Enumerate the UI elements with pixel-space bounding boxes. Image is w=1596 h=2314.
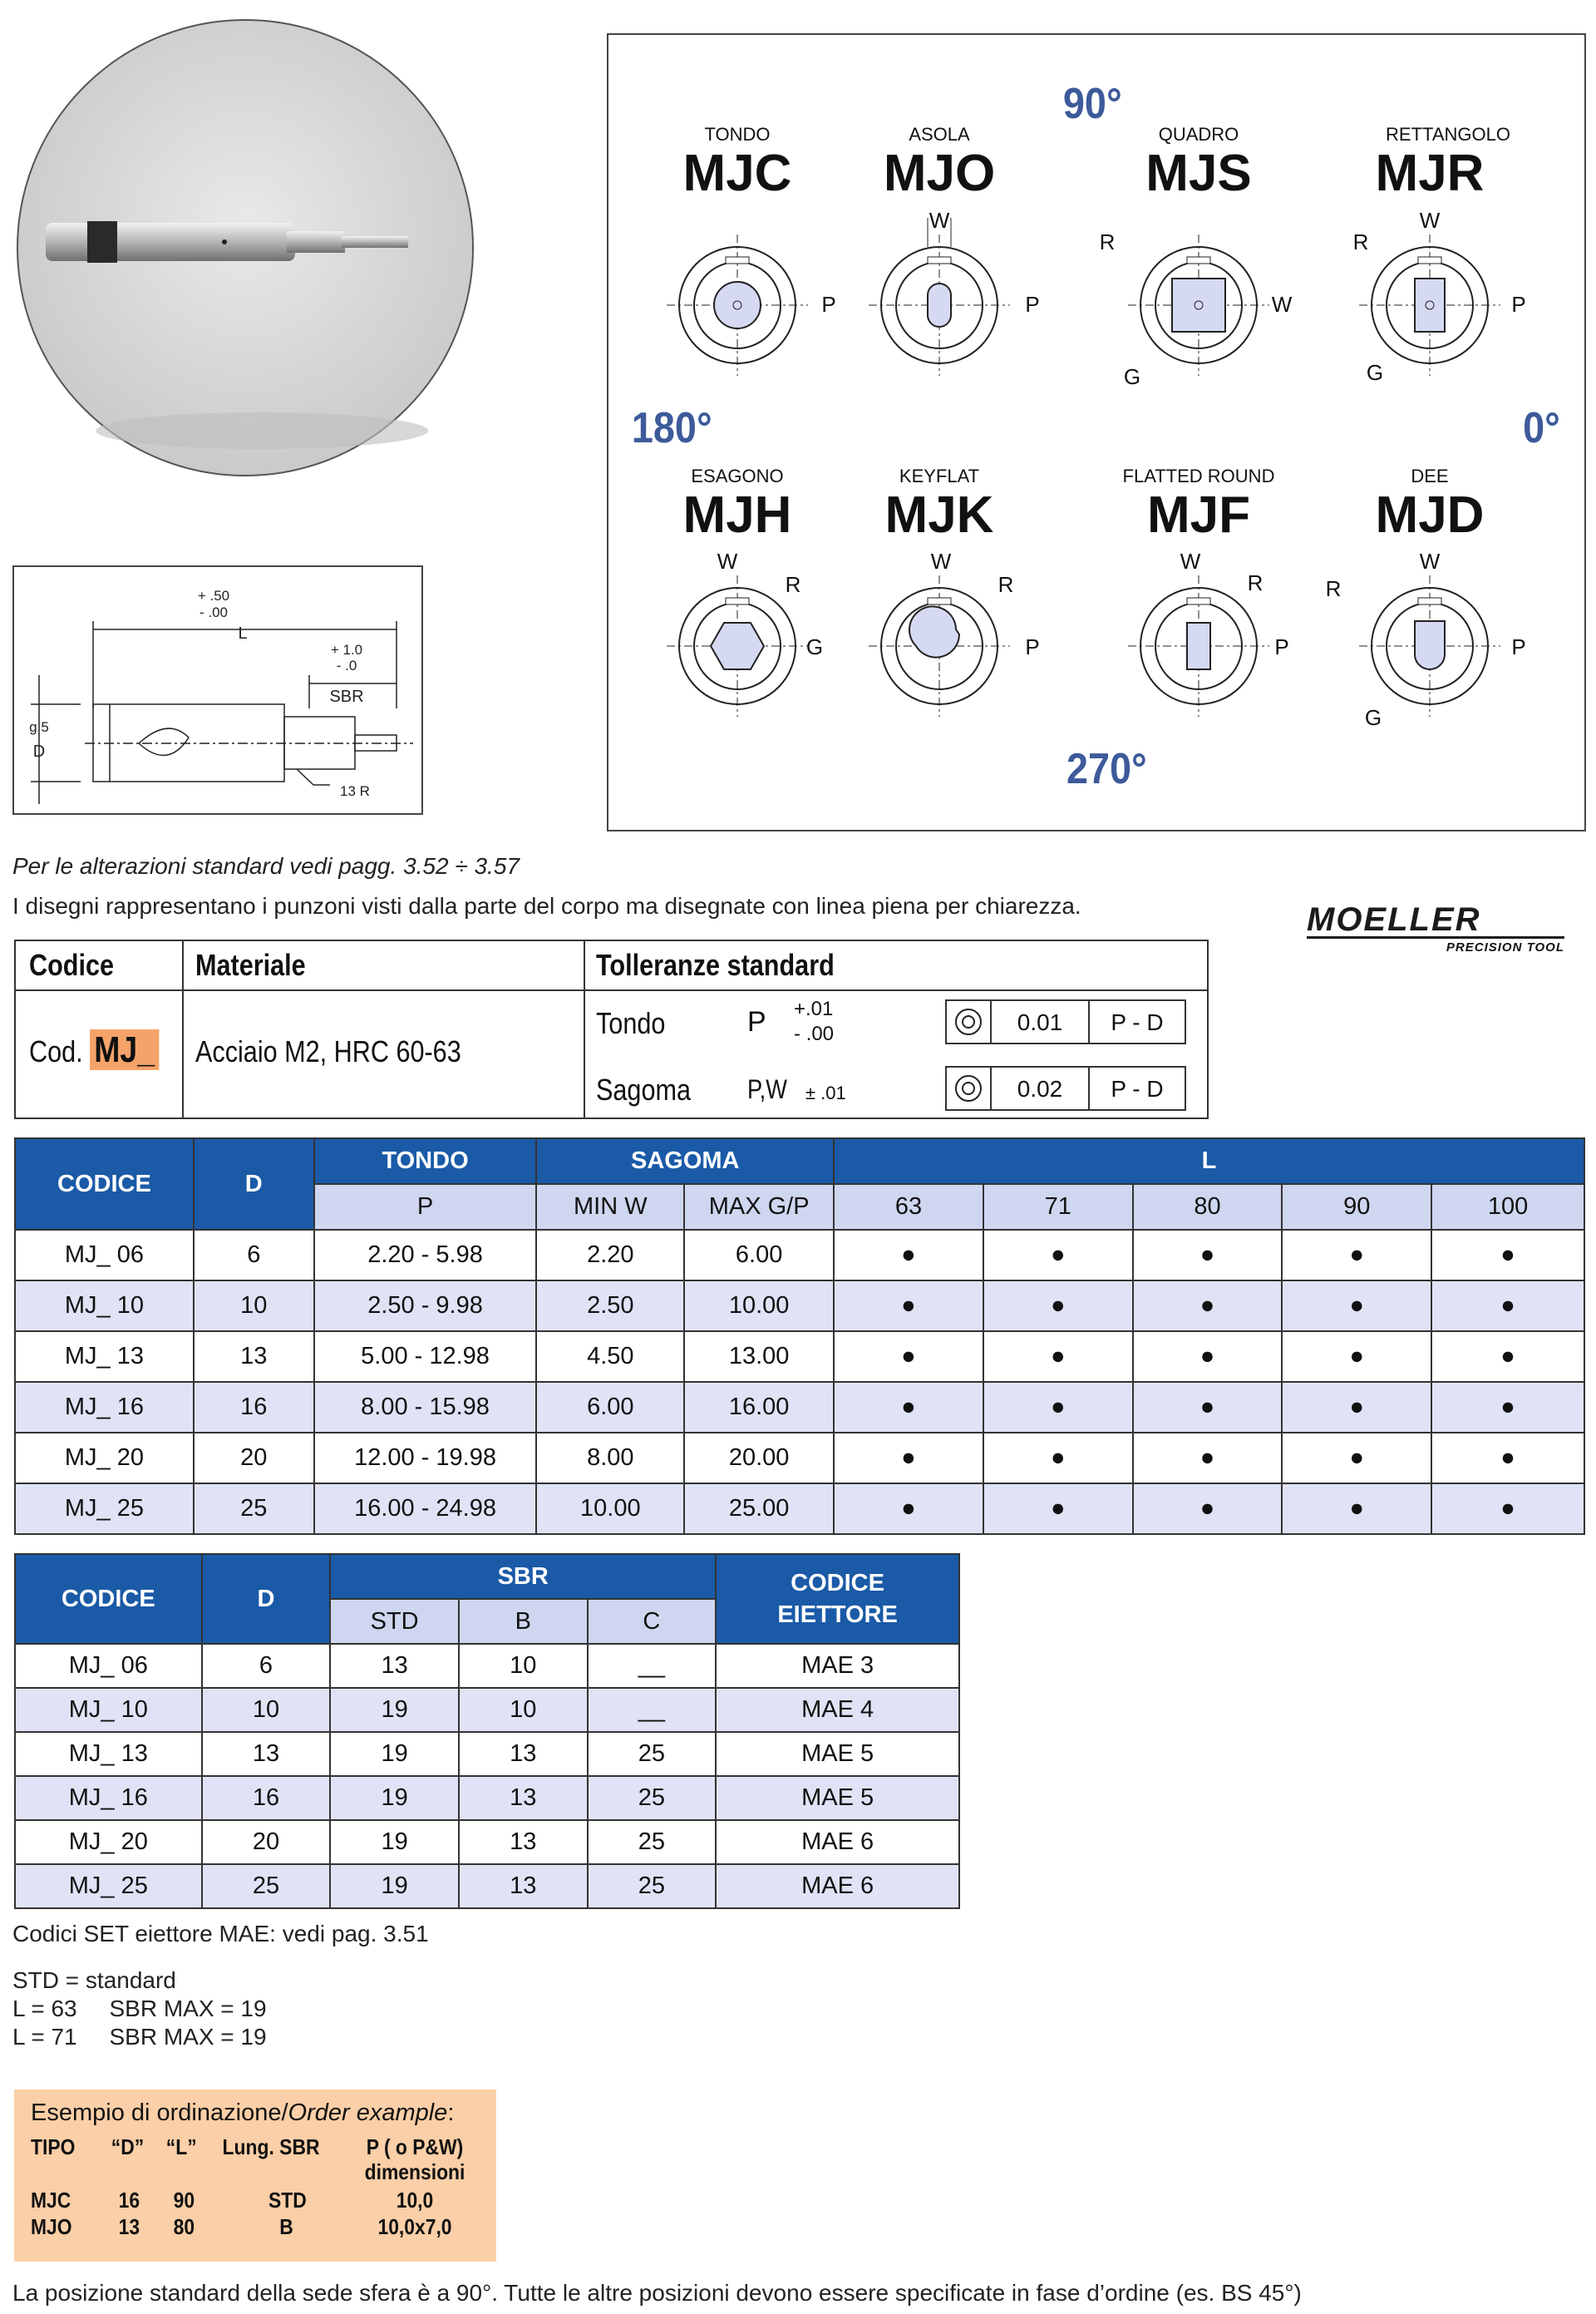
tol-l-minus: - .00 [199, 604, 229, 620]
angle-0: 0° [1523, 403, 1560, 452]
available-dot: ● [1431, 1280, 1584, 1331]
std-note-1: L = 63 SBR MAX = 19 [12, 1996, 267, 2021]
dim-r-mjs: R [1099, 229, 1116, 254]
footer-note: La posizione standard della sede sfera è a 90°. Tutte le altre posizioni devono essere specificate in fase d’ordine (es. BS 45°) [12, 2280, 1302, 2306]
t1-header-tondo: TONDO [314, 1138, 537, 1184]
drawing-mjc [667, 234, 808, 376]
dim-r-mjd: R [1325, 576, 1342, 601]
t1-sub-l80: 80 [1133, 1184, 1283, 1230]
spec-tondo-value: 0.01 [1017, 1009, 1063, 1035]
available-dot: ● [1282, 1483, 1431, 1534]
dim-r-mjr: R [1352, 229, 1369, 254]
dim-w-mjr: W [1419, 208, 1441, 233]
dim-sbr: SBR [329, 688, 364, 706]
drawing-mjd [1359, 575, 1500, 717]
d-tolerance: g 5 [29, 719, 49, 735]
profile-code-mjf: MJF [1147, 486, 1250, 544]
profile-name-tondo: TONDO [704, 124, 771, 145]
dim-g-mjs: G [1123, 364, 1141, 389]
dim-d: D [32, 743, 46, 761]
drawing-mjr [1359, 234, 1500, 376]
order-h-sbr: Lung. SBR [222, 2134, 320, 2159]
note-alterations: Per le alterazioni standard vedi pagg. 3.52 ÷ 3.57 [12, 853, 520, 879]
dim-p-mjf: P [1274, 634, 1289, 659]
dim-w-mjs: W [1271, 292, 1293, 317]
available-dot: ● [1282, 1230, 1431, 1280]
angle-270: 270° [1066, 744, 1147, 793]
dim-w-mjh: W [717, 549, 738, 574]
table-row: MJ_ 13 13 19 13 25 MAE 5 [15, 1732, 959, 1776]
t2-sub-std: STD [330, 1599, 459, 1644]
available-dot: ● [1282, 1331, 1431, 1382]
dim-l: L [238, 624, 248, 643]
t1-header-l: L [834, 1138, 1584, 1184]
t2-header-d: D [202, 1554, 331, 1644]
profile-code-mjs: MJS [1145, 145, 1252, 202]
spec-material: Acciaio M2, HRC 60-63 [195, 1034, 461, 1068]
spec-code-prefix: Cod. [29, 1034, 83, 1068]
profile-name-dee: DEE [1411, 466, 1449, 486]
dim-p-mjo: P [1025, 292, 1040, 317]
available-dot: ● [834, 1280, 983, 1331]
logo-brand: MOELLER [1307, 903, 1564, 939]
available-dot: ● [1282, 1280, 1431, 1331]
spec-tondo-p: P [747, 1006, 766, 1038]
available-dot: ● [834, 1433, 983, 1483]
t2-header-sbr: SBR [330, 1554, 716, 1599]
profile-name-quadro: QUADRO [1158, 124, 1239, 145]
available-dot: ● [1133, 1483, 1283, 1534]
concentricity-icon [955, 1075, 982, 1102]
table-row: MJ_ 20 20 19 13 25 MAE 6 [15, 1820, 959, 1864]
profile-name-asola: ASOLA [909, 124, 970, 145]
dim-g-mjh: G [805, 634, 824, 659]
spec-code-value: MJ_ [90, 1029, 159, 1070]
table-row: MJ_ 20 20 12.00 - 19.98 8.00 20.00 ● ● ● ● ● [15, 1433, 1584, 1483]
tol-sbr-plus: + 1.0 [330, 642, 363, 658]
t1-sub-maxgp: MAX G/P [684, 1184, 834, 1230]
order-h-d: “D” [111, 2134, 145, 2159]
profile-code-mjo: MJO [883, 145, 996, 202]
spec-header-tolerances: Tolleranze standard [596, 948, 835, 982]
table-row: MJ_ 16 16 8.00 - 15.98 6.00 16.00 ● ● ● ● ● [15, 1382, 1584, 1433]
available-dot: ● [834, 1483, 983, 1534]
available-dot: ● [1431, 1230, 1584, 1280]
angle-180: 180° [631, 403, 712, 452]
t1-header-d: D [194, 1138, 314, 1230]
available-dot: ● [1431, 1331, 1584, 1382]
dim-g-mjr: G [1366, 360, 1384, 385]
table-row: MJ_ 13 13 5.00 - 12.98 4.50 13.00 ● ● ● ● ● [15, 1331, 1584, 1382]
spec-tondo-label: Tondo [596, 1006, 666, 1040]
t1-sub-l71: 71 [983, 1184, 1133, 1230]
dim-p-mjd: P [1511, 634, 1526, 659]
set-note: Codici SET eiettore MAE: vedi pag. 3.51 [12, 1921, 429, 1946]
available-dot: ● [1431, 1382, 1584, 1433]
concentricity-icon [955, 1009, 982, 1035]
order-h-p: P ( o P&W) dimensioni [364, 2134, 466, 2184]
spec-header-code: Codice [29, 948, 115, 982]
dim-p-mjr: P [1511, 292, 1526, 317]
profile-code-mjh: MJH [682, 486, 792, 544]
tol-sbr-minus: - .0 [336, 658, 357, 673]
table-row: MJ_ 25 25 19 13 25 MAE 6 [15, 1864, 959, 1908]
drawing-mjs [1128, 234, 1269, 376]
available-dot: ● [834, 1230, 983, 1280]
t2-header-codice: CODICE [15, 1554, 202, 1644]
spec-sagoma-label: Sagoma [596, 1073, 691, 1107]
available-dot: ● [983, 1483, 1133, 1534]
dim-w-mjd: W [1419, 549, 1441, 574]
order-h-tipo: TIPO [31, 2134, 76, 2159]
dim-p-mjk: P [1025, 634, 1040, 659]
table-row: MJ_ 06 6 2.20 - 5.98 2.20 6.00 ● ● ● ● ● [15, 1230, 1584, 1280]
dim-w-mjf: W [1180, 549, 1201, 574]
spec-header-material: Materiale [195, 948, 306, 982]
profile-code-mjk: MJK [884, 486, 994, 544]
std-note-2: L = 71 SBR MAX = 19 [12, 2024, 267, 2050]
table-row: MJ_ 25 25 16.00 - 24.98 10.00 25.00 ● ● ● ● ● [15, 1483, 1584, 1534]
available-dot: ● [983, 1230, 1133, 1280]
t2-header-eiettore: CODICE EIETTORE [716, 1554, 959, 1644]
note-drawings: I disegni rappresentano i punzoni visti dalla parte del corpo ma disegnate con linea piena per chiarezza. [12, 893, 1081, 919]
t1-sub-minw: MIN W [536, 1184, 684, 1230]
profile-name-rettangolo: RETTANGOLO [1386, 124, 1510, 145]
t1-sub-l100: 100 [1431, 1184, 1584, 1230]
order-example: Esempio di ordinazione/Order example: TIPO “D” “L” Lung. SBR P ( o P&W) dimensioni MJC 16 90 STD 10,0 MJO 13 80 B 10,0x7,0 [14, 2090, 496, 2262]
spec-tondo-minus: - .00 [794, 1023, 835, 1045]
table-row: MJ_ 10 10 19 10 __ MAE 4 [15, 1688, 959, 1732]
t1-sub-p: P [314, 1184, 537, 1230]
angle-90: 90° [1062, 79, 1122, 128]
spec-sagoma-ref: P - D [1111, 1076, 1164, 1102]
available-dot: ● [983, 1382, 1133, 1433]
available-dot: ● [1133, 1230, 1283, 1280]
t2-sub-b: B [459, 1599, 588, 1644]
dim-radius: 13 R [340, 783, 370, 799]
dim-w-mjo: W [929, 208, 950, 233]
spec-sagoma-value: 0.02 [1017, 1076, 1063, 1102]
spec-table [14, 940, 1209, 1119]
t2-sub-c: C [588, 1599, 717, 1644]
available-dot: ● [1133, 1331, 1283, 1382]
profile-code-mjr: MJR [1375, 145, 1485, 202]
dim-w-mjk: W [930, 549, 952, 574]
table-row: MJ_ 16 16 19 13 25 MAE 5 [15, 1776, 959, 1820]
technical-drawing [12, 565, 423, 815]
order-h-l: “L” [165, 2134, 197, 2159]
dim-g-mjd: G [1364, 705, 1382, 730]
t1-sub-l90: 90 [1282, 1184, 1431, 1230]
drawing-mjo [869, 218, 1010, 376]
spec-tondo-plus: +.01 [794, 998, 834, 1020]
dim-r-mjk: R [998, 572, 1014, 597]
available-dot: ● [1133, 1382, 1283, 1433]
available-dot: ● [834, 1382, 983, 1433]
std-note-0: STD = standard [12, 1967, 176, 1993]
table-row: MJ_ 10 10 2.50 - 9.98 2.50 10.00 ● ● ● ● ● [15, 1280, 1584, 1331]
available-dot: ● [983, 1331, 1133, 1382]
available-dot: ● [1282, 1433, 1431, 1483]
spec-tondo-ref: P - D [1111, 1009, 1164, 1035]
available-dot: ● [834, 1331, 983, 1382]
t1-header-codice: CODICE [15, 1138, 194, 1230]
order-title-en: Order example [288, 2099, 448, 2126]
profile-code-mjc: MJC [682, 145, 792, 202]
spec-sagoma-pw: P,W [747, 1074, 787, 1104]
spec-sagoma-tol: ± .01 [805, 1083, 846, 1103]
logo-tagline: PRECISION TOOL [1446, 940, 1564, 955]
drawing-mjk [869, 575, 1010, 717]
t1-header-sagoma: SAGOMA [536, 1138, 834, 1184]
available-dot: ● [983, 1433, 1133, 1483]
available-dot: ● [1133, 1433, 1283, 1483]
dim-p-mjc: P [821, 292, 836, 317]
profile-code-mjd: MJD [1375, 486, 1485, 544]
punch-profiles [607, 33, 1586, 831]
t1-sub-l63: 63 [834, 1184, 983, 1230]
available-dot: ● [1431, 1483, 1584, 1534]
profile-name-esagono: ESAGONO [691, 466, 784, 486]
profile-name-flatted-round: FLATTED ROUND [1122, 466, 1275, 486]
dim-r-mjf: R [1247, 570, 1264, 595]
drawing-mjf [1128, 575, 1269, 717]
moeller-logo [1307, 903, 1564, 953]
dim-r-mjh: R [785, 572, 801, 597]
available-dot: ● [1431, 1433, 1584, 1483]
available-dot: ● [1133, 1280, 1283, 1331]
table-row: MJ_ 06 6 13 10 __ MAE 3 [15, 1644, 959, 1688]
profile-name-keyflat: KEYFLAT [899, 466, 980, 486]
available-dot: ● [1282, 1382, 1431, 1433]
available-dot: ● [983, 1280, 1133, 1331]
sbr-table [14, 1553, 960, 1909]
product-photo [12, 15, 478, 481]
tol-l-plus: + .50 [197, 588, 230, 604]
order-title: Esempio di ordinazione/ [31, 2099, 288, 2126]
dimensions-table [14, 1137, 1585, 1535]
